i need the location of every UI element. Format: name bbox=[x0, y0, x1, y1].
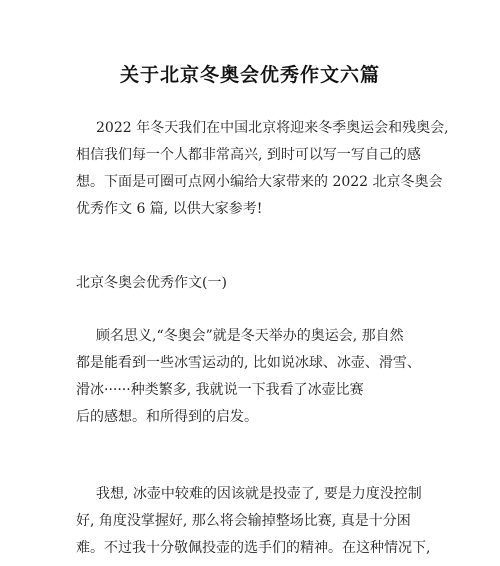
document-title: 关于北京冬奥会优秀作文六篇 bbox=[119, 64, 380, 86]
intro-paragraph bbox=[76, 115, 449, 223]
body-line: 滑冰······种类繁多, 我就说一下我看了冰壶比赛 bbox=[76, 382, 364, 398]
body-line: 后的感想。和所得到的启发。 bbox=[76, 409, 258, 425]
body-line: 都是能看到一些冰雪运动的, 比如说冰球、冰壶、滑雪、 bbox=[76, 355, 421, 371]
intro-line: 优秀作文 6 篇, 以供大家参考! bbox=[76, 201, 263, 217]
intro-line: 相信我们每一个人都非常高兴, 到时可以写一写自己的感 bbox=[76, 147, 421, 163]
section-heading: 北京冬奥会优秀作文(一) bbox=[76, 275, 227, 291]
intro-line: 想。下面是可圈可点网小编给大家带来的 2022 北京冬奥会 bbox=[76, 174, 443, 190]
body-line: 顾名思义,“冬奥会”就是冬天举办的奥运会, 那自然 bbox=[96, 328, 404, 344]
body-line: 难。不过我十分敬佩投壶的选手们的精神。在这种情况下, bbox=[76, 540, 431, 556]
body-paragraph-2 bbox=[76, 481, 436, 562]
body-line: 我想, 冰壶中较难的因该就是投壶了, 要是力度没控制 bbox=[96, 486, 422, 502]
intro-line: 2022 年冬天我们在中国北京将迎来冬季奥运会和残奥会, bbox=[96, 120, 449, 136]
body-line: 好, 角度没掌握好, 那么将会输掉整场比赛, 真是十分困 bbox=[76, 513, 411, 529]
body-paragraph-1 bbox=[76, 323, 436, 431]
